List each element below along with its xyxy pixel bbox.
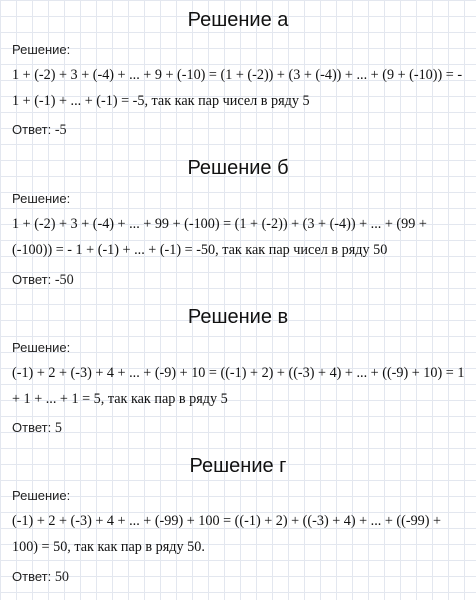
solution-d-answer: [12, 569, 69, 585]
solution-b-line-2: (-100)) = - 1 + (-1) + ... + (-1) = -50, так как пар чисел в ряду 50: [12, 242, 388, 258]
answer-label: Ответ:: [12, 569, 52, 584]
solution-c-answer: [12, 420, 62, 436]
answer-label: Ответ:: [12, 420, 52, 435]
solution-a-line-1: 1 + (-2) + 3 + (-4) + ... + 9 + (-10) = (1 + (-2)) + (3 + (-4)) + ... + (9 + (-10)) = -: [12, 67, 463, 83]
answer-value: 5: [54, 420, 62, 436]
solution-b-title: Решение б: [187, 157, 289, 179]
answer-value: -50: [54, 272, 74, 288]
solution-c-line-1: (-1) + 2 + (-3) + 4 + ... + (-9) + 10 = ((-1) + 2) + ((-3) + 4) + ... + ((-9) + 10) = 1: [12, 365, 465, 381]
solution-a-title: Решение а: [187, 9, 289, 31]
solution-a-line-2: 1 + (-1) + ... + (-1) = -5, так как пар чисел в ряду 5: [12, 93, 310, 109]
solution-b-line-1: 1 + (-2) + 3 + (-4) + ... + 99 + (-100) = (1 + (-2)) + (3 + (-4)) + ... + (99 +: [12, 216, 427, 232]
solution-b-answer: [12, 272, 74, 288]
solution-d-line-1: (-1) + 2 + (-3) + 4 + ... + (-99) + 100 = ((-1) + 2) + ((-3) + 4) + ... + ((-99) +: [12, 513, 442, 529]
answer-value: -5: [54, 122, 67, 138]
solution-a-answer: [12, 122, 67, 138]
solution-a-label: Решение:: [12, 42, 71, 57]
answer-label: Ответ:: [12, 272, 52, 287]
answer-value: 50: [54, 569, 70, 585]
solution-d-label: Решение:: [12, 488, 71, 503]
solution-d-title: Решение г: [189, 455, 287, 477]
solution-d-line-2: 100) = 50, так как пар в ряду 50.: [12, 539, 205, 555]
answer-label: Ответ:: [12, 122, 52, 137]
solution-c-line-2: + 1 + ... + 1 = 5, так как пар в ряду 5: [12, 391, 228, 407]
solution-c-title: Решение в: [187, 306, 289, 328]
solution-c-label: Решение:: [12, 340, 71, 355]
solution-b-label: Решение:: [12, 191, 71, 206]
